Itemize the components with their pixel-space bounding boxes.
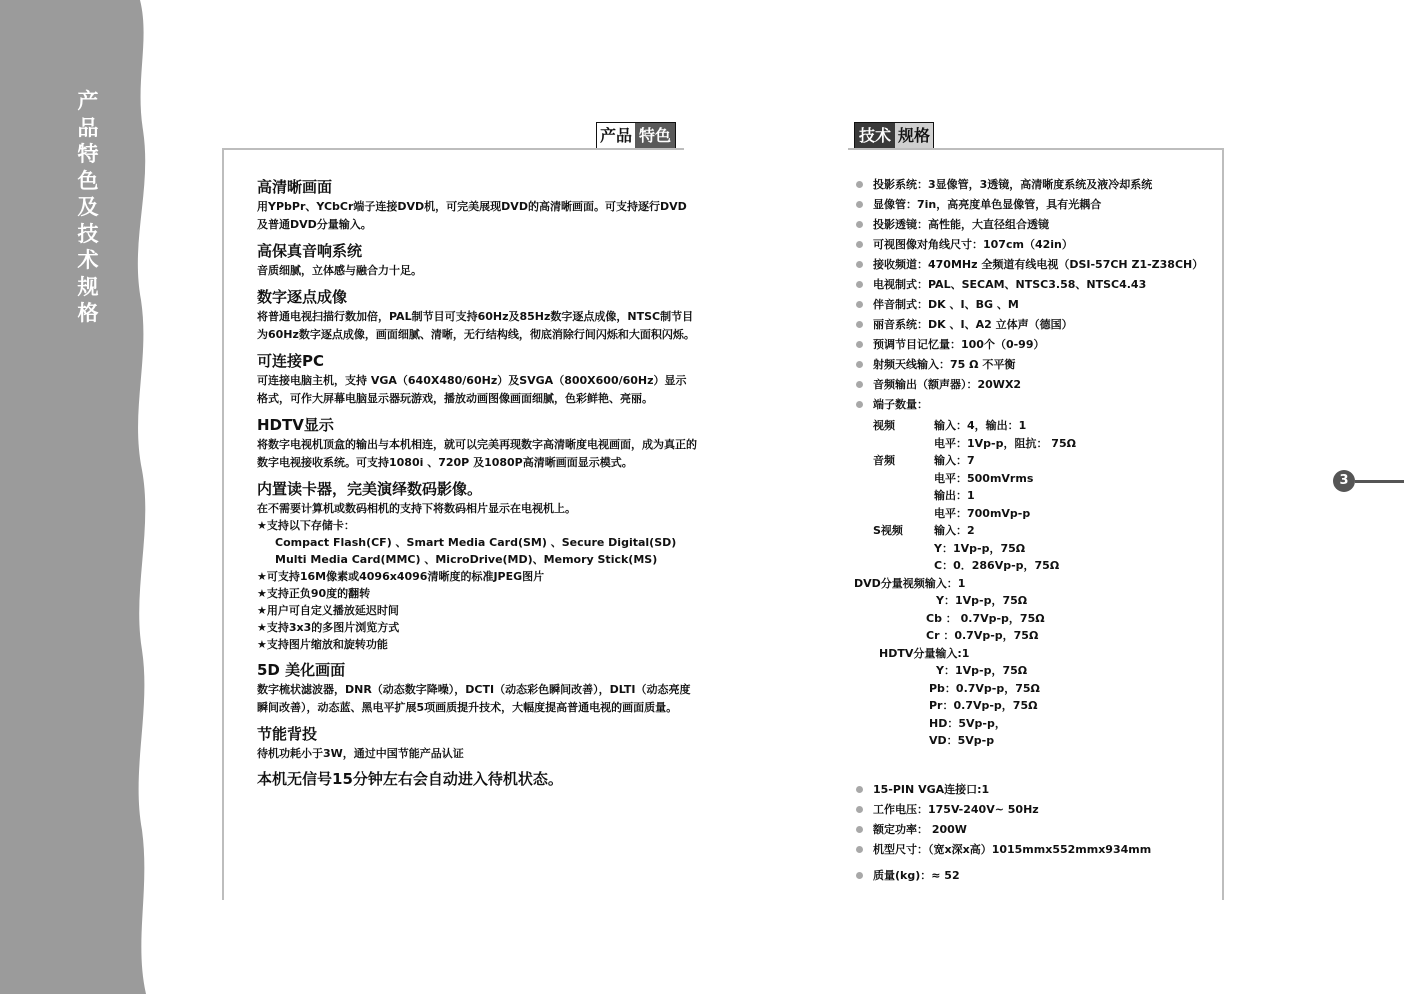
- feature-text: 数字梳状滤波器，DNR（动态数字降噪），DCTI（动态彩色瞬间改善），DLTI（动态亮度瞬间改善），动态蓝、黑电平扩展5项画质提升技术，大幅度提高普通电视的画面质量。: [257, 683, 691, 714]
- terminal-value: VD：5Vp-p: [929, 734, 995, 747]
- spec-text: 质量(kg)：≈ 52: [873, 868, 960, 882]
- side-title-char: 特: [77, 142, 99, 166]
- spec-text: 射频天线输入：75 Ω 不平衡: [873, 358, 1016, 371]
- feature-text: 将数字电视机顶盒的输出与本机相连，就可以完美再现数字高清晰度电视画面，成为真正的数字电视接收系统。可支持1080i 、720P 及1080P高清晰画面显示模式。: [257, 438, 697, 469]
- terminal-row: [856, 417, 1226, 435]
- feature-title: HDTV显示: [257, 416, 334, 434]
- feature-section: [257, 176, 697, 234]
- terminal-label: 视频: [873, 419, 895, 432]
- terminal-value: 电平：1Vp-p，阻抗： 75Ω: [934, 436, 1076, 450]
- card-reader-title: 内置读卡器，完美演绎数码影像。: [257, 480, 483, 498]
- terminal-row: [856, 645, 1226, 663]
- bullet-icon: [856, 806, 863, 813]
- terminal-value: Pr：0.7Vp-p，75Ω: [929, 699, 1038, 712]
- terminal-row: [856, 697, 1226, 715]
- spec-row: [856, 255, 1226, 275]
- page-number: 3: [1333, 470, 1355, 492]
- feature-text: 用YPbPr、YCbCr端子连接DVD机，可完美展现DVD的高清晰画面。可支持逐行DVD及普通DVD分量输入。: [257, 200, 687, 231]
- spec-text: 电视制式：PAL、SECAM、NTSC3.58、NTSC4.43: [873, 278, 1147, 291]
- card-feature-item: ★可支持16M像素或4096x4096清晰度的标准JPEG图片: [257, 570, 545, 583]
- terminal-row: [856, 540, 1226, 558]
- bullet-icon: [856, 241, 863, 248]
- feature-section: [257, 659, 697, 717]
- spec-text: 音频输出（额声器）：20WX2: [873, 378, 1022, 391]
- feature-title: 数字逐点成像: [257, 288, 348, 306]
- spec-row: [856, 215, 1226, 235]
- bullet-icon: [856, 281, 863, 288]
- spec-row: [856, 335, 1226, 355]
- terminal-row: [856, 732, 1226, 750]
- card-feature-item: ★支持3x3的多图片浏览方式: [257, 621, 400, 634]
- side-title-char: 产: [77, 89, 99, 113]
- spec-row: [856, 375, 1226, 395]
- spec-row: [856, 275, 1226, 295]
- side-title-char: 格: [77, 301, 99, 325]
- specs-column: [856, 175, 1226, 886]
- bullet-icon: [856, 321, 863, 328]
- card-types-line: Compact Flash(CF) 、Smart Media Card(SM) 、Secure Digital(SD): [275, 536, 677, 549]
- feature-section: [257, 350, 697, 408]
- bullet-icon: [856, 181, 863, 188]
- spec-row: [856, 355, 1226, 375]
- bullet-icon: [856, 361, 863, 368]
- terminal-value: 电平：700mVp-p: [934, 506, 1031, 520]
- features-header: [596, 122, 676, 150]
- side-title-char: 术: [77, 248, 99, 272]
- feature-text: 音质细腻，立体感与融合力十足。: [257, 264, 422, 277]
- terminal-value: Y：1Vp-p，75Ω: [936, 594, 1028, 607]
- spec-text: 伴音制式：DK 、I、BG 、M: [873, 298, 1019, 311]
- terminal-label: 音频: [873, 454, 895, 467]
- features-column: [257, 176, 697, 789]
- terminal-row: [856, 505, 1226, 523]
- spec-text: 15-PIN VGA连接口:1: [873, 782, 990, 796]
- bullet-icon: [856, 201, 863, 208]
- spec-text: 端子数量：: [873, 398, 928, 411]
- terminal-value: 输入：4，输出：1: [934, 419, 1027, 432]
- spec-row: [856, 800, 1226, 820]
- terminal-row: [856, 470, 1226, 488]
- spec-text: 预调节目记忆量：100个（0-99）: [873, 338, 1045, 351]
- features-header-part2: 特色: [635, 123, 675, 149]
- bullet-icon: [856, 301, 863, 308]
- standby-note: 本机无信号15分钟左右会自动进入待机状态。: [257, 770, 563, 788]
- specs-header-part1: 技术: [855, 123, 895, 149]
- spec-text: 工作电压：175V-240V~ 50Hz: [873, 802, 1039, 816]
- specs-header-part2: 规格: [895, 123, 933, 149]
- card-reader-section: [257, 478, 697, 653]
- terminal-row: [856, 522, 1226, 540]
- bullet-icon: [856, 872, 863, 879]
- terminal-value: 输出：1: [934, 489, 975, 502]
- spec-row: [856, 395, 1226, 415]
- spec-text: 额定功率： 200W: [873, 822, 967, 836]
- feature-title: 高清晰画面: [257, 178, 333, 196]
- spec-row: [856, 315, 1226, 335]
- spec-text: 可视图像对角线尺寸：107cm（42in）: [873, 238, 1073, 251]
- terminal-row: [856, 610, 1226, 628]
- terminal-value: 电平：500mVrms: [934, 471, 1034, 485]
- feature-text: 将普通电视扫描行数加倍，PAL制节目可支持60Hz及85Hz数字逐点成像，NTSC制节目为60Hz数字逐点成像，画面细腻、清晰，无行结构线，彻底消除行间闪烁和大面积闪烁。: [257, 310, 695, 341]
- terminal-row: [856, 435, 1226, 453]
- feature-title: 5D 美化画面: [257, 661, 346, 679]
- spec-row: [856, 175, 1226, 195]
- card-feature-item: ★用户可自定义播放延迟时间: [257, 604, 399, 617]
- terminal-label: DVD分量视频输入：1: [854, 576, 966, 590]
- spec-text: 丽音系统：DK 、I、A2 立体声（德国）: [873, 318, 1073, 331]
- feature-title: 高保真音响系统: [257, 242, 363, 260]
- terminal-row: [856, 715, 1226, 733]
- terminal-value: HD：5Vp-p，: [929, 716, 1006, 730]
- terminal-row: [856, 592, 1226, 610]
- spec-row: [856, 866, 1226, 886]
- bullet-icon: [856, 846, 863, 853]
- card-types-line: Multi Media Card(MMC) 、MicroDrive(MD)、Memory Stick(MS): [275, 553, 658, 566]
- terminal-list: [856, 417, 1226, 750]
- bullet-icon: [856, 826, 863, 833]
- side-title-char: 色: [77, 168, 99, 193]
- terminal-value: Pb：0.7Vp-p，75Ω: [929, 681, 1040, 695]
- side-title-char: 及: [77, 195, 99, 219]
- spec-row: [856, 780, 1226, 800]
- bullet-icon: [856, 221, 863, 228]
- feature-text: 待机功耗小于3W，通过中国节能产品认证: [257, 747, 464, 760]
- feature-title: 可连接PC: [257, 352, 325, 370]
- terminal-row: [856, 575, 1226, 593]
- terminal-value: Y：1Vp-p，75Ω: [934, 541, 1026, 555]
- terminal-value: 输入：2: [934, 524, 975, 537]
- bullet-icon: [856, 341, 863, 348]
- card-reader-intro: 在不需要计算机或数码相机的支持下将数码相片显示在电视机上。: [257, 502, 576, 515]
- spec-row: [856, 295, 1226, 315]
- card-support-label: ★支持以下存储卡：: [257, 519, 355, 532]
- terminal-value: Cb ： 0.7Vp-p，75Ω: [926, 611, 1045, 625]
- terminal-label: HDTV分量输入:1: [879, 646, 970, 660]
- terminal-value: Cr ：0.7Vp-p，75Ω: [926, 629, 1039, 642]
- side-title-char: 品: [77, 115, 99, 140]
- bullet-icon: [856, 261, 863, 268]
- feature-text: 可连接电脑主机，支持 VGA（640X480/60Hz）及SVGA（800X600/60Hz）显示格式，可作大屏幕电脑显示器玩游戏，播放动画图像画面细腻，色彩鲜艳、亮丽。: [257, 374, 687, 405]
- spec-text: 投影透镜：高性能，大直径组合透镜: [873, 218, 1049, 231]
- spec-row: [856, 195, 1226, 215]
- terminal-row: [856, 662, 1226, 680]
- spec-text: 投影系统：3显像管，3透镜，高清晰度系统及液冷却系统: [873, 178, 1153, 191]
- side-title-char: 技: [77, 221, 99, 246]
- terminal-row: [856, 487, 1226, 505]
- terminal-row: [856, 557, 1226, 575]
- feature-title: 节能背投: [257, 725, 318, 743]
- spec-text: 机型尺寸：（宽x深x高）1015mmx552mmx934mm: [873, 842, 1152, 856]
- feature-section: [257, 286, 697, 344]
- bullet-icon: [856, 786, 863, 793]
- terminal-row: [856, 680, 1226, 698]
- specs-header: [854, 122, 934, 150]
- bullet-icon: [856, 381, 863, 388]
- feature-section: [257, 414, 697, 472]
- card-feature-item: ★支持图片缩放和旋转功能: [257, 638, 388, 651]
- terminal-row: [856, 627, 1226, 645]
- card-feature-item: ★支持正负90度的翻转: [257, 587, 371, 600]
- bullet-icon: [856, 401, 863, 408]
- spec-row: [856, 820, 1226, 840]
- side-title: [70, 88, 106, 327]
- spec-row: [856, 840, 1226, 860]
- terminal-value: C：0．286Vp-p，75Ω: [934, 559, 1060, 572]
- spec-row: [856, 235, 1226, 255]
- terminal-value: Y：1Vp-p，75Ω: [936, 664, 1028, 677]
- side-title-char: 规: [77, 274, 99, 299]
- terminal-label: S视频: [873, 524, 903, 537]
- page-number-line: [1355, 480, 1404, 483]
- feature-section: [257, 240, 697, 280]
- features-header-part1: 产品: [597, 123, 635, 149]
- spec-text: 显像管：7in，高亮度单色显像管，具有光耦合: [873, 198, 1102, 211]
- terminal-row: [856, 452, 1226, 470]
- spec-text: 接收频道：470MHz 全频道有线电视（DSI-57CH Z1-Z38CH）: [873, 258, 1204, 271]
- terminal-value: 输入：7: [934, 454, 975, 467]
- feature-section: [257, 723, 697, 763]
